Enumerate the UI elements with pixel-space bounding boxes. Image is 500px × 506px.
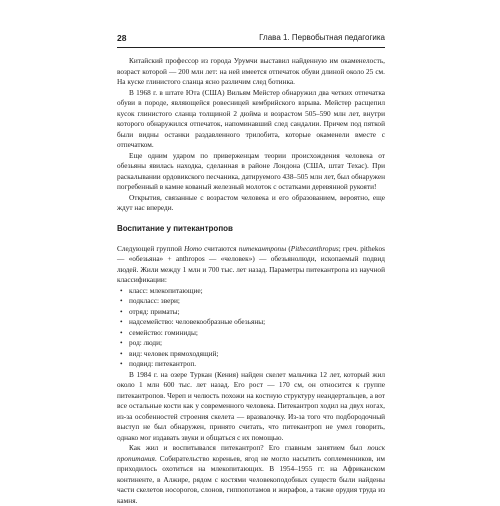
paragraph-food-search <box>117 443 385 506</box>
lead-text-end: ; греч. pithekos — «обезьяна» + anthropos — «человек») — обезьянолюди, ископаемый подвид людей. Жили между 1 млн и 700 тыс. лет назад. Параметры питекантропа из научной классификации: <box>117 243 385 284</box>
last-text-start: Как жил и воспитывался питекантроп? Его главным занятием был <box>129 443 368 452</box>
classification-list <box>117 286 385 370</box>
term-homo: Homo <box>184 243 202 253</box>
list-item: • класс: млекопитающие; <box>120 285 203 295</box>
list-item: • подкласс: звери; <box>120 296 180 305</box>
term-pithecanthropes: питекантропы <box>238 243 287 253</box>
paragraph-utah-footprint: В 1968 г. в штате Юта (США) Вильям Мейстер обнаружил два четких отпечатка обуви в породе, являющейся ровесницей кембрийского взрыва. Мейстер расщепил кусок глинистого сланца толщиной 2 дюйма и возрастом 505–590 млн лет, внутри которого обнаружился отпечаток, напоминавший след сандалии. Причем под пяткой были видны останки раздавленного трилобита, которые окаменели вместе с отпечатком. <box>117 87 385 149</box>
bullet-icon: • <box>120 338 123 347</box>
page-header <box>117 33 385 48</box>
paragraph-turkana-boy: В 1984 г. на озере Туркан (Кения) найден скелет мальчика 12 лет, который жил около 1 млн 600 тыс. лет назад. Его рост — 170 см, он относится к группе питекантропов. Череп и челюсть похожи на костную структуру неандертальцев, а вот все остальные кости как у современного человека. Питекантроп ходил на двух ногах, из-за особенностей строения скелета — вразвалочку. Из-за того что подбородочный выступ не был обнаружен, принято считать, что питекантроп не умел говорить, однако мог издавать звуки и общаться с их помощью. <box>117 369 385 442</box>
page-number: 28 <box>117 33 127 43</box>
bullet-icon: • <box>120 306 123 316</box>
bullet-icon: • <box>120 359 123 368</box>
list-item: • подвид: питекантроп. <box>120 359 197 368</box>
paragraph-discoveries-ahead: Открытия, связанные с возрастом человека и его образованием, вероятно, еще ждут нас впереди. <box>117 192 385 212</box>
paragraph-china-fossil: Китайский профессор из города Урумчи выставил найденную им окаменелость, возраст которой — 200 млн лет: на ней имеется отпечаток обуви длиной около 25 см. На куске глинистого сланца ясно различим след ботинка. <box>117 56 385 86</box>
paragraph-pithecanthropus-intro <box>117 244 385 286</box>
term-latin-name: Pithecanthropus <box>290 243 339 253</box>
page-content <box>117 56 385 506</box>
bullet-icon: • <box>120 317 123 326</box>
paragraph-iron-hammer: Еще одним ударом по приверженцам теории происхождения человека от обезьяны явилась находка, сделанная в районе Лондона (США, штат Техас). При раскалывании ордовикского песчаника, датируемого 438–505 млн лет, был обнаружен погребенный в камне кованый железный молоток с остатками деревянной рукояти! <box>117 150 385 191</box>
running-title: Глава 1. Первобытная педагогика <box>259 33 385 42</box>
list-item: • отряд: приматы; <box>120 306 180 316</box>
bullet-icon: • <box>120 348 123 358</box>
last-text-end: . Собирательство кореньев, ягод не могло насытить соплеменников, им приходилось охотиться на млекопитающих. В 1954–1955 гг. на Африканском континенте, в Алжире, рядом с костями человекоподобных существ были найдены части скелетов носорогов, слонов, гиппопотамов и жирафов, а также орудия труда из камня. <box>117 453 385 505</box>
lead-text-mid2: ( <box>286 243 291 253</box>
list-item: • надсемейство: человекообразные обезьяны; <box>120 317 266 326</box>
section-heading: Воспитание у питекантропов <box>117 223 233 233</box>
term-food-search: поиск пропитания <box>117 443 385 463</box>
list-item: • род: люди; <box>120 338 163 347</box>
list-item: • семейство: гоминиды; <box>120 327 198 337</box>
lead-text-start: Следующей группой <box>117 243 185 253</box>
bullet-icon: • <box>120 327 123 337</box>
list-item: • вид: человек прямоходящий; <box>120 348 219 358</box>
bullet-icon: • <box>120 285 123 295</box>
bullet-icon: • <box>120 296 123 305</box>
lead-text-mid1: считаются <box>201 243 239 253</box>
